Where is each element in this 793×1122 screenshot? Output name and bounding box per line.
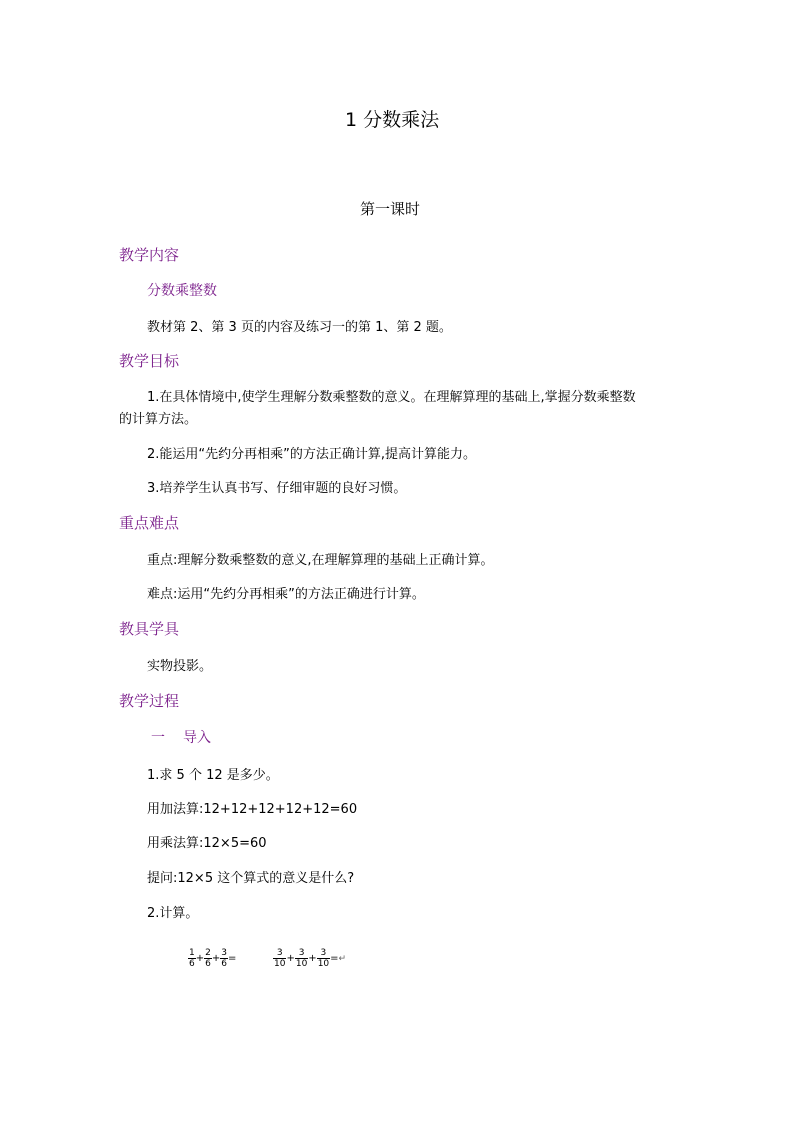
question-1-multiplication: 用乘法算:12×5=60 [147, 836, 267, 851]
goal-1-line-2: 的计算方法。 [119, 412, 198, 427]
heading-teaching-tools: 教具学具 [119, 620, 180, 638]
fraction: $\frac{3}{10}$ [295, 948, 308, 969]
heading-key-points: 重点难点 [119, 514, 180, 532]
plus-sign: + [308, 953, 317, 964]
heading-teaching-goals: 教学目标 [119, 352, 180, 370]
fraction-sum-expression-1 [188, 948, 236, 969]
fraction: $\frac{1}{6}$ [189, 948, 195, 969]
plus-sign: + [195, 953, 205, 964]
plus-sign: + [286, 953, 295, 964]
page-title: 1 分数乘法 [345, 109, 440, 131]
heading-teaching-process: 教学过程 [119, 692, 180, 710]
heading-teaching-content: 教学内容 [119, 246, 180, 264]
goal-3: 3.培养学生认真书写、仔细审题的良好习惯。 [147, 481, 407, 496]
fraction-sum-expression-2 [273, 948, 346, 969]
fraction: $\frac{3}{6}$ [221, 948, 227, 969]
key-point: 重点:理解分数乘整数的意义,在理解算理的基础上正确计算。 [147, 553, 494, 568]
lesson-title: 第一课时 [360, 200, 421, 218]
content-text: 教材第 2、第 3 页的内容及练习一的第 1、第 2 题。 [147, 320, 452, 335]
goal-1-line-1: 1.在具体情境中,使学生理解分数乘整数的意义。在理解算理的基础上,掌握分数乘整数 [147, 390, 636, 405]
question-1-addition: 用加法算:12+12+12+12+12=60 [147, 802, 358, 817]
question-2: 2.计算。 [147, 906, 199, 921]
fraction: $\frac{3}{10}$ [274, 948, 286, 969]
question-1-ask: 提问:12×5 这个算式的意义是什么? [147, 871, 355, 886]
tools-text: 实物投影。 [147, 659, 213, 674]
return-mark-icon: ↵ [338, 953, 347, 964]
step-1-label: 导入 [183, 730, 211, 746]
step-1-number: 一 [151, 730, 165, 746]
fraction: $\frac{2}{6}$ [205, 948, 211, 969]
goal-2: 2.能运用“先约分再相乘”的方法正确计算,提高计算能力。 [147, 447, 477, 462]
plus-sign: + [211, 953, 221, 964]
equals-sign: = [227, 953, 237, 964]
equals-sign: = [330, 953, 339, 964]
subheading-fraction-times-integer: 分数乘整数 [147, 283, 217, 299]
fraction: $\frac{3}{10}$ [317, 948, 330, 969]
difficult-point: 难点:运用“先约分再相乘”的方法正确进行计算。 [147, 587, 425, 602]
question-1: 1.求 5 个 12 是多少。 [147, 768, 279, 783]
